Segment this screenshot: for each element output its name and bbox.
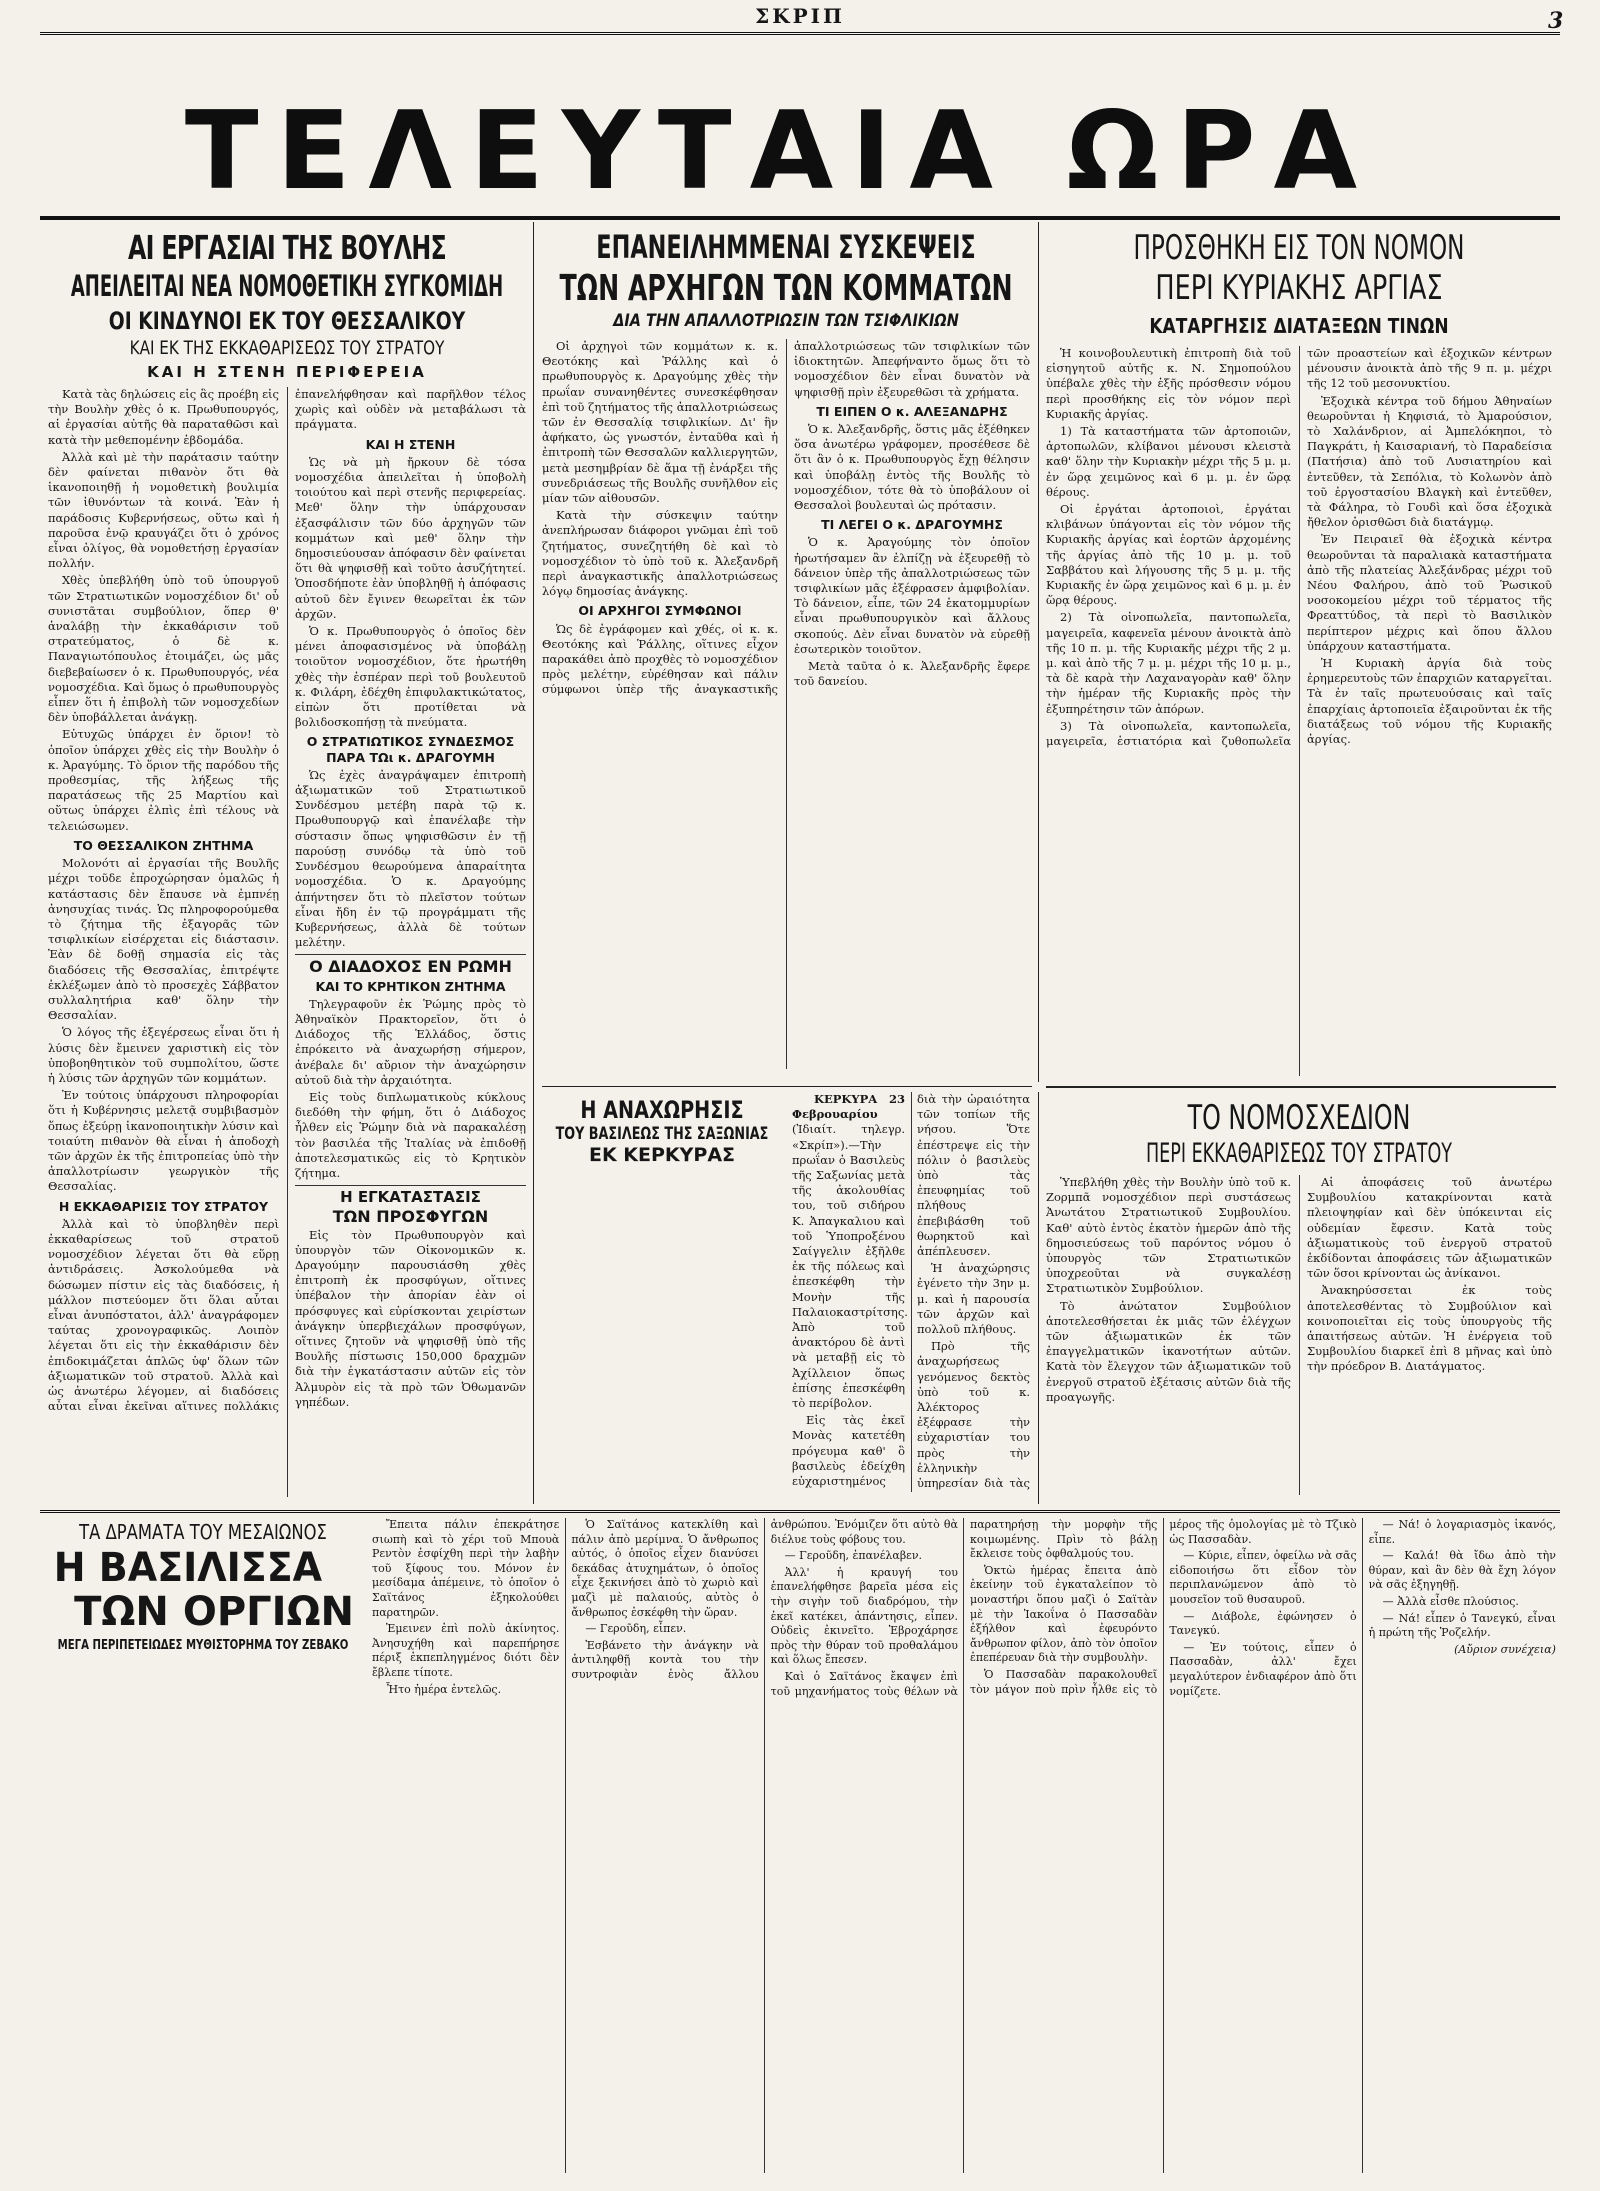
parliament-p1: Κατὰ τὰς δηλώσεις εἰς ἃς προέβη εἰς τὴν Βουλὴν χθὲς ὁ κ. Πρωθυπουργός, αἱ ἐργασίαι αὐτῆς θὰ παραταθῶσι καὶ κατὰ τὴν μεθεπομένην ἑβδομάδα. xyxy=(48,387,279,447)
feuilleton-p5: — Γεροῦδη, εἶπεν. xyxy=(585,1622,687,1636)
feuilleton-p14: — Ἐν τούτοις, εἶπεν ὁ Πασσαδὰν, ἀλλ' ἔχει μεγαλύτερον ἐνδιαφέρον ἀπὸ ὅτι νομίζετε. xyxy=(1169,1640,1357,1698)
sub-crown-prince: Ο ΔΙΑΔΟΧΟΣ ΕΝ ΡΩΜΗ xyxy=(295,954,526,974)
parliament-p6: Ὁ λόγος τῆς ἐξεγέρσεως εἶναι ὅτι ἡ λύσις δὲν ἔμεινεν χαριστικὴ εἰς τὸν ὑποβοηθητικὸν τοῦ συμπολίτου, ὥστε ἡ λύσις τῶν ἀρχηγῶν τῶν κομμάτων. xyxy=(48,1025,279,1085)
bill-body xyxy=(1046,1175,1552,1495)
sunday-p7: Ἐν Πειραιεῖ θὰ ἐξοχικὰ κέντρα θεωροῦνται τὰ παραλιακὰ καταστήματα ἀπὸ τῆς πλατείας Ἀλεξάνδρας μέχρι τοῦ Νέου Φαλήρου, ἀπὸ τοῦ Ῥωσικοῦ νοσοκομείου μέχρι τοῦ τέρματος τῆς Φρεαττύδος, τὰ περὶ τὸ Βασιλικὸν περίπτερον μέχρις καὶ ὅπου ἄλλου ὑπάρχουν καταστήματα. xyxy=(1307,532,1552,653)
leaders-body xyxy=(542,339,1030,1069)
article-leaders xyxy=(542,222,1030,1082)
leaders-p2: Κατὰ τὴν σύσκεψιν ταύτην ἀνεπλήρωσαν διάφοροι γνῶμαι ἐπὶ τοῦ ζητήματος, συνεζητήθη δὲ καὶ τὸ νομοσχέδιον τὸ ὑπὸ τοῦ κ. Ἀλεξανδρῆ περὶ ἀναγκαστικῆς ἀπαλλοτριώσεως λόγῳ δημοσίας ἀνάγκης. xyxy=(542,508,778,599)
sub-army-purge: Η ΕΚΚΑΘΑΡΙΣΙΣ ΤΟΥ ΣΤΡΑΤΟΥ xyxy=(58,1198,269,1214)
feuilleton-title-block xyxy=(48,1518,358,1678)
top-rule xyxy=(40,32,1560,35)
bill-p2: Τὸ ἀνώτατον Συμβούλιον ἀποτελεσθήσεται ἐκ μιᾶς τῶν ἐλέγχων τῶν ἀξιωματικῶν ἐκ τῶν ἐπαγγελματικῶν ἱκανοτήτων αὐτῶν. Κατὰ τὸν ἔλεγχον τῶν ἀξιωματικῶν τοῦ ἐνεργοῦ στρατοῦ ἐξέτασις αὐτῶν διὰ τῆς προαγωγῆς. xyxy=(1046,1298,1291,1404)
rule-col3 xyxy=(1046,1086,1556,1088)
headline-army: ΚΑΙ ΕΚ ΤΗΣ ΕΚΚΑΘΑΡΙΣΕΩΣ ΤΟΥ ΣΤΡΑΤΟΥ xyxy=(129,337,445,359)
feuilleton-p15: — Νά! ὁ λογαριασμὸς ἱκανός, εἶπε. xyxy=(1368,1518,1556,1546)
parliament-p8: Ἀλλὰ καὶ τὸ ὑποβληθὲν περὶ ἐκκαθαρίσεως τοῦ στρατοῦ νομοσχέδιον λέγεται ὅτι θὰ εὕρῃ ἀντιδράσεις. Ἀσκολούμεθα νὰ δώσωμεν πίστιν εἰς τὰς διαδόσεις, ἡ μάλλον πιστεύομεν ὅτι ὅλαι αὗται εἶναι ἀνυπόστατοι, ἀλλ' ἀναγράφομεν ταύτας χρονογραφικῶς. Λοιπὸν λέγεται ὅτι εἰς τὴν ἐκκαθάρισιν δὲν ἐπιδοκιμάζεται ἁπλῶς ὑφ' ὅλων τῶν ἀξιωματικῶν τοῦ στρατοῦ. Ἀλλὰ καὶ ὡς ἀνωτέρω λέγομεν, αἱ διαδόσεις αὗται εἶναι ἐκεῖναι αἵτινες πολλάκις ἐπανελήφθησαν καὶ παρῆλθον τέλος χωρὶς καὶ οὐδὲν νὰ μεταβάλωσι τὰ πράγματα. xyxy=(48,387,526,1414)
feuilleton-p10: Ὁκτὼ ἡμέρας ἔπειτα ἀπὸ ἐκείνην τοῦ ἐγκαταλείπον τὸ μοναστήρι ὅπου μαζὶ ὁ Σαϊτὰν μὲ τὴν Ἰακοΐνα ὁ Πασσαδὰν ἐξήλθον καὶ ἐφευρόντο ἄνθρωπον φίλον, ἀπὸ τὸν ὁποῖον ἐπεπέρευαν διὰ τὴν συμβουλὴν. xyxy=(969,1563,1158,1665)
feuilleton-p16: — Καλά! θὰ ἴδω ἀπὸ τὴν θύραν, καὶ ἂν δὲν θὰ ἔχη λόγον νὰ σᾶς ἐξηγηθῇ. xyxy=(1368,1549,1556,1592)
sub-agree: ΟΙ ΑΡΧΗΓΟΙ ΣΥΜΦΩΝΟΙ xyxy=(578,603,742,619)
feuilleton-p18: — Νά! εἶπεν ὁ Τανεγκύ, εἶναι ἡ πρώτη τῆς Ῥοζελήν. xyxy=(1368,1611,1556,1640)
parliament-p7: Ἐν τούτοις ὑπάρχουσι πληροφορίαι ὅτι ἡ Κυβέρνησις μελετᾷ συμβιβασμὸν ὅπως ἐξεύρῃ ἱκανοποιητικὴν λύσιν καὶ τοιαύτη πιθανὸν θὰ εἶναι ἡ ἀποδοχὴ τῶν ἀρχῶν ἐκ τῆς ἐπιτροπείας ὑπὸ τὴν ἀπαλλοτρίωσιν γεωργικὸν τῆς Θεσσαλίας. xyxy=(48,1088,279,1194)
headline-saxony-king: ΤΟΥ ΒΑΣΙΛΕΩΣ ΤΗΣ ΣΑΞΩΝΙΑΣ xyxy=(555,1124,769,1144)
sub-narrow: ΚΑΙ Η ΣΤΕΝΗ xyxy=(365,436,456,452)
bill-p4: Ἀνακηρύσσεται ἐκ τοὺς ἀποτελεσθέντας τὸ Συμβούλιον καὶ κοινοποιεῖται εἰς τοὺς ὑπουργοὺς τῆς ἀπαιτήσεως αὐτῶν. Ἡ ἐνέργεια τοῦ Συμβουλίου διαρκεῖ ἐπὶ 8 μῆνας καὶ ὑπὸ τὴν πρόεδρον Β. Διατάγματος. xyxy=(1307,1283,1552,1374)
masthead-rule xyxy=(40,216,1560,220)
headline-departure: Η ΑΝΑΧΩΡΗΣΙΣ xyxy=(580,1096,744,1124)
headline-district: ΚΑΙ Η ΣΤΕΝΗ ΠΕΡΙΦΕΡΕΙΑ xyxy=(147,363,427,381)
feuilleton xyxy=(48,1518,1556,2178)
feuilleton-p9: Καὶ ὁ Σαϊτάνος ἔκαψεν ἐπὶ τοῦ μηχανήματος τοὺς θέλων νὰ παρατηρήσῃ τὴν μορφὴν τῆς κοιμωμένης. Πρὶν τὸ βάλῃ ἔκλεισε τοὺς ὀφθαλμούς του. xyxy=(770,1518,1158,1698)
feuilleton-kicker: ΤΑ ΔΡΑΜΑΤΑ ΤΟΥ ΜΕΣΑΙΩΝΟΣ xyxy=(79,1520,327,1544)
leaders-p5: Ὁ κ. Ἀραγούμης τὸν ὁποῖον ἠρωτήσαμεν ἂν ἐλπίζῃ νὰ ἐξευρεθῇ τὸ δάνειον ὑπὲρ τῆς ἀπαλλοτριώσεως τῶν τσιφλικίων μᾶς ἐξέφρασεν ἀμφιβολίαν. Τὸ δάνειον, εἶπε, τῶν 24 ἑκατομμυρίων εἶναι πρωθυπουργικὸν καὶ ἄλλους σκοπούς. Δὲν εἶναι δυνατὸν νὰ εὑρεθῇ ἐσωτερικὸν τοιοῦτον. xyxy=(794,535,1030,656)
feuilleton-continued: (Αὔριον συνέχεια) xyxy=(1454,1642,1556,1656)
sub-military-league: Ο ΣΤΡΑΤΙΩΤΙΚΟΣ ΣΥΝΔΕΣΜΟΣ ΠΑΡΑ ΤΩι κ. ΔΡΑΓΟΥΜΗ xyxy=(306,734,515,765)
sunday-p8: Ἡ Κυριακὴ ἀργία διὰ τοὺς ἐρημερευτοὺς τῶν ἐπαρχιῶν καταργεῖται. Τὰ ἐν ταῖς πρωτευούσαις καὶ ταῖς ἐπαρχίαις ἀρτοποιεῖα ἐξαιροῦνται ἐκ τῆς διατάξεως τοῦ νόμου τῆς Κυριακῆς ἀργίας. xyxy=(1307,656,1552,747)
saxony-dateline: ΚΕΡΚΥΡΑ 23 Φεβρουαρίου xyxy=(792,1092,905,1122)
saxony-p3: Ἡ ἀναχώρησις ἐγένετο τὴν 3ην μ. μ. καὶ ἡ παρουσία τῶν ἀρχῶν καὶ πολλοῦ πλήθους. xyxy=(917,1261,1030,1337)
saxony-body xyxy=(792,1092,1030,1492)
sunday-p3: Οἱ ἐργάται ἀρτοποιοὶ, ἐργάται κλιβάνων ὑπάγονται εἰς τὸν νόμον τῆς Κυριακῆς ἀργίας καὶ ἑορτῶν ἀρχομένης τῆς ἀργίας ἀπὸ τῆς 10 μ. μ. τοῦ Σαββάτου καὶ λήγουσης τῆς 5 μ. μ. τῆς Κυριακῆς ἐν ὥρᾳ χειμῶνος καὶ 6 μ. μ. ἐν ὥρᾳ θέρους. xyxy=(1046,502,1291,608)
leaders-p3: Ὡς δὲ ἐγράφομεν καὶ χθές, οἱ κ. κ. Θεοτόκης καὶ Ῥάλλης, οἵτινες εἶχον παρακάθει ἀπὸ προχθὲς τὸ νομοσχέδιον πρὸς μελέτην, εὑρέθησαν καὶ πάλιν σύμφωνοι ὑπὲρ τῆς ἀναγκαστικῆς ἀπαλλοτριώσεως τῶν τσιφλικίων τῶν ἰδιοκτητῶν. Ἀπεφήναντο ὅμως ὅτι τὸ νομοσχέδιον δὲν εἶναι δυνατὸν νὰ ψηφισθῇ πρὶν ἐξευρεθῶσι τὰ χρήματα. xyxy=(542,339,1030,697)
headline-leaders: ΤΩΝ ΑΡΧΗΓΩΝ ΤΩΝ ΚΟΜΜΑΤΩΝ xyxy=(559,268,1013,309)
rule-col2 xyxy=(542,1086,1032,1087)
article-sunday-rest xyxy=(1046,222,1552,1082)
saxony-p4: Πρὸ τῆς ἀναχωρήσεως γενόμενος δεκτὸς ὑπὸ τοῦ κ. Ἀλέκτορος ἐξέφρασε τὴν εὐχαριστίαν του πρὸς τὴν ἑλληνικὴν ὑπηρεσίαν διὰ τὰς xyxy=(917,1339,1030,1491)
headline-abolition: ΚΑΤΑΡΓΗΣΙΣ ΔΙΑΤΑΞΕΩΝ ΤΙΝΩΝ xyxy=(1149,314,1449,338)
feuilleton-subtitle: ΜΕΓΑ ΠΕΡΙΠΕΤΕΙΩΔΕΣ ΜΥΘΙΣΤΟΡΗΜΑ ΤΟΥ ΖΕΒΑΚΟ xyxy=(57,1638,349,1653)
bill-p3: Αἱ ἀποφάσεις τοῦ ἀνωτέρω Συμβουλίου κατακρίνονται κατὰ πλειοψηφίαν καὶ δὲν ὑπόκεινται εἰς οὐδεμίαν ἔφεσιν. Κατὰ τοὺς ἀξιωματικοὺς τοῦ ἐνεργοῦ στρατοῦ ἐκδίδονται ἀποφάσεις τῶν ἀξιωματικῶν τῶν ὅσοι κρίνονται ὡς ἀνίκανοι. xyxy=(1307,1175,1552,1281)
sub-settlement: Η ΕΓΚΑΤΑΣΤΑΣΙΣ xyxy=(295,1185,526,1205)
parliament-p2: Ἀλλὰ καὶ μὲ τὴν παράτασιν ταύτην δὲν φαίνεται πιθανὸν ὅτι θὰ ἱκανοποιηθῇ ἡ νομοθετικὴ βουλιμία τῶν ἰθυνόντων τὰ κοινά. Ἐὰν ἡ παράδοσις Κυβερνήσεως, οὕτω καὶ ἡ παροῦσα ἐνῷ κραυγάζει ὅτι ὁ χρόνος εἶναι ὀλίγος, θὰ νομοθετήσῃ ἐργασίαν πολλήν. xyxy=(48,449,279,571)
feuilleton-p4: Ὁ Σαϊτάνος κατεκλίθη καὶ πάλιν ἀπὸ μερίμνα. Ὁ ἄνθρωπος αὐτός, ὁ ὁποῖος εἶχεν διανύσει δεκάδας ἀτυχημάτων, ὁ ὁποῖος εἶχε ξεκινήσει ἀπὸ τὸ χωριὸ καὶ μαζὶ μὲ παλαιούς, αὐτὸς ὁ ἄνθρωπος ἐσκέφθη τὴν ὥραν. xyxy=(571,1518,759,1619)
feuilleton-body xyxy=(372,1518,1556,2173)
parliament-p11: Ὡς ἐχὲς ἀναγράψαμεν ἐπιτροπὴ ἀξιωματικῶν τοῦ Στρατιωτικοῦ Συνδέσμου μετέβη παρὰ τῷ κ. Πρωθυπουργῷ καὶ ἐπανέλαβε τὴν σύστασιν ὅπως ψηφισθῶσιν ἐν τῇ παρούσῃ συνόδῳ τὰ ὑπὸ τοῦ Συνδέσμου θεωρούμενα ἀπαραίτητα νομοσχέδια. Ὁ κ. Δραγούμης ἀπήντησεν ὅτι τὸ πλεῖστον τούτων εἶναι ἤδη ἐν τῷ προγράμματι τῆς Κυβερνήσεως, ἀλλὰ δὲ τούτων μελέτην. xyxy=(295,767,526,950)
feuilleton-p2: Ἐμεινεν ἐπὶ πολὺ ἀκίνητος. Ἀνησυχήθη καὶ παρεπήρησε πέριξ ἐκπεπληγμένος διότι δὲν ἔβλεπε τίποτε. xyxy=(372,1622,560,1679)
parliament-p9: Ὡς νὰ μὴ ἤρκουν δὲ τόσα νομοσχέδια ἀπειλεῖται ἡ ὑποβολὴ τοιούτου καὶ περὶ στενῆς περιφερείας. Μεθ' ὅλην τὴν ὑπάρχουσαν ἐξασφάλισιν τῶν δύο ἀρχηγῶν τῶν κομμάτων καὶ μεθ' ὅλην τὴν δημοσιεύουσαν ἀπόφασιν δὲν φαίνεται ὅτι θὰ ψηφισθῇ καὶ τοῦτο ἀσυζήτητεί. Ὁποσδήποτε ἐὰν ὑποβληθῇ ἡ ἀπόφασις αὐτοῦ δὲν ἔγινεν θεωρεῖται ἐκ τῶν ἀρχῶν. xyxy=(295,454,526,621)
parliament-p12: Τηλεγραφοῦν ἐκ Ῥώμης πρὸς τὸ Ἀθηναϊκὸν Πρακτορεῖον, ὅτι ὁ Διάδοχος τῆς Ἑλλάδος, ὅστις ἐπρόκειτο νὰ ἀναχωρήσῃ σήμερον, ἀνέβαλε δι' αὔριον τὴν ἀναχώρησιν αὐτοῦ διὰ τὴν ἀρχαιότητα. xyxy=(295,996,526,1087)
feuilleton-p8: Ἀλλ' ἡ κραυγή του ἐπανελήφθησε βαρεῖα μέσα εἰς τὴν σιγὴν τοῦ διαδρόμου, τὴν ἐκεῖ κατέκει, ἀπάντησις, εἶπεν. Οὐδεὶς ἐκινεῖτο. Ἐβροχάρησε πρὸς τὴν θύραν τοῦ προθαλάμου καὶ ὅλως ἔπεσεν. xyxy=(770,1565,958,1667)
sunday-p6: Ἐξοχικὰ κέντρα τοῦ δήμου Ἀθηναίων θεωροῦνται ἡ Κηφισιά, τὸ Ἀμαρούσιον, τὸ Χαλάνδριον, αἱ Ἀμπελόκηποι, τὸ Παγκράτι, ἡ Καισαριανή, τὸ Παραδείσια (Πατήσια) ἀπὸ τοῦ Λυσιατηρίου καὶ ἐντεῦθεν, τὰ Σεπόλια, τὸ Κολωνὸν ἀπὸ τοῦ ἐργοστασίου Βλαγκὴ καὶ ἐντεῦθεν, τὰ Φάληρα, τὸ Γουδὶ καὶ ὅσα ἐξοχικὰ ἤθελον ὁρισθῶσι διὰ διατάγμῳ. xyxy=(1307,393,1552,530)
column-rule-1 xyxy=(533,222,534,1504)
parliament-p4: Εὐτυχῶς ὑπάρχει ἐν ὅριον! τὸ ὁποῖον ὑπάρχει χθὲς εἰς τὴν Βουλὴν ὁ κ. Ἀραγύμης. Τὸ ὅριον τῆς παρόδου τῆς προθεσμίας, τῆς λήξεως τῆς παρατάσεως τῆς 25 Μαρτίου καὶ οὕτως ὑπάρχει ἐλπὶς ἐπὶ τέλους νὰ τελειώσωμεν. xyxy=(48,727,279,833)
leaders-p1: Οἱ ἀρχηγοὶ τῶν κομμάτων κ. κ. Θεοτόκης καὶ Ῥάλλης καὶ ὁ πρωθυπουργὸς κ. Δραγούμης χθὲς τὴν πρωΐαν συνανηθέντες συνεσκέφθησαν ἐπὶ τοῦ ζητήματος τῆς ἀπαλλοτριώσεως τῶν ἐν Θεσσαλίᾳ τσιφλικίων. Δι' ἣν ἀφήκατο, ὡς γνωστόν, ἐνταῦθα καὶ ἡ ἐπιτροπὴ τῶν Θεσσαλῶν καλλιεργητῶν, μετὰ μεσημβρίαν δὲ ἅμα τῇ ἐνάρξει τῆς συνεδριάσεως τῆς Βουλῆς συνῆλθον εἰς μίαν τῶν αἰθουσῶν. xyxy=(542,339,778,506)
headline-dangers: ΟΙ ΚΙΝΔΥΝΟΙ ΕΚ ΤΟΥ ΘΕΣΣΑΛΙΚΟΥ xyxy=(108,307,466,335)
sub-cretan: ΚΑΙ ΤΟ ΚΡΗΤΙΚΟΝ ΖΗΤΗΜΑ xyxy=(315,978,506,994)
masthead xyxy=(60,89,1500,214)
headline-army-bill: ΠΕΡΙ ΕΚΚΑΘΑΡΙΣΕΩΣ ΤΟΥ ΣΤΡΑΤΟΥ xyxy=(1145,1138,1453,1169)
sub-refugees: ΤΩΝ ΠΡΟΣΦΥΓΩΝ xyxy=(332,1207,489,1227)
feuilleton-title-1: Η ΒΑΣΙΛΙΣΣΑ xyxy=(53,1545,323,1591)
saxony-p1: (Ἰδιαίτ. τηλεγρ. «Σκρίπ»).—Τὴν πρωΐαν ὁ Βασιλεὺς τῆς Σαξωνίας μετὰ τῆς ἀκολουθίας του, τοῦ σιδήρου Κ. Ἀπαγκαλιου καὶ τοῦ Ὑποπροξένου Σαίγγελιν ἐξῆλθε ἐκ τῆς πόλεως καὶ ἐπεσκέφθη τὴν Μονὴν τῆς Παλαιοκαστρίτσης. Ἀπὸ τοῦ ἀνακτόρου δὲ ἀντὶ νὰ μεταβῇ εἰς τὸ Ἀχίλλειον ὅπως ἐπίσης ἐπεσκέφθη τὸ περίβολον. xyxy=(792,1122,908,1411)
feuilleton-title-2: ΤΩΝ ΟΡΓΙΩΝ xyxy=(74,1589,354,1635)
headline-expropriation: ΔΙΑ ΤΗΝ ΑΠΑΛΛΟΤΡΙΩΣΙΝ ΤΩΝ ΤΣΙΦΛΙΚΙΩΝ xyxy=(613,311,959,331)
feuilleton-p1: Ἔπειτα πάλιν ἐπεκράτησε σιωπὴ καὶ τὸ χέρι τοῦ Μπουὰ Ρεντὸν ἐσφίχθη περὶ τὴν λαβὴν τοῦ ξίφους του. Μόνον ἐν μεσίδαμα ἀπέμεινε, τὸ ὁποῖον ὁ Σαϊτάνος ἐξηκολούθει παρατηρῶν. xyxy=(372,1518,560,1619)
paper-name: ΣΚΡΙΠ xyxy=(755,4,845,28)
sub-alexandris: ΤΙ ΕΙΠΕΝ Ο κ. ΑΛΕΞΑΝΔΡΗΣ xyxy=(816,403,1008,419)
feuilleton-p17: — Ἀλλὰ εἶσθε πλούσιος. xyxy=(1382,1594,1519,1608)
feuilleton-p7: — Γεροῦδη, ἐπανέλαβεν. xyxy=(784,1549,923,1563)
sunday-p4: 2) Τὰ οἰνοπωλεῖα, παντοπωλεῖα, μαγειρεῖα, καφενεῖα μένουν ἀνοικτὰ ἀπὸ τῆς 10 π. μ. τῆς Κυριακῆς μέχρι τῆς 2 μ. μ. καὶ ἀπὸ τῆς 7 μ. μ. μέχρι τῆς 10 μ. μ., τὰ δὲ καρὰ τὴν Λαχαναγορὰν καθ' ὅλην τὴν ἡμέραν τῆς Κυριακῆς πρὸς τὴν ἐξυπηρέτησιν τῶν ἀπόρων. xyxy=(1046,610,1291,716)
sub-thessaly: ΤΟ ΘΕΣΣΑΛΙΚΟΝ ΖΗΤΗΜΑ xyxy=(73,837,254,853)
sunday-p5: 3) Τὰ οἰνοπωλεῖα, καντοπωλεῖα, μαγειρεῖα, ἑστιατόρια καὶ ζυθοπωλεῖα τῶν προαστείων καὶ ἐξοχικῶν κέντρων μένουσιν ἀνοικτὰ ἀπὸ τῆς 9 π. μ. μέχρι τῆς 12 τοῦ μεσονυκτίου. xyxy=(1046,346,1552,749)
parliament-p3: Χθὲς ὑπεβλήθη ὑπὸ τοῦ ὑπουργοῦ τῶν Στρατιωτικῶν νομοσχέδιον δι' οὗ συνιστᾶται συμβούλιον, ὅπερ θ' ἀναλάβῃ τὴν ἐκκαθάρισιν τοῦ στρατεύματος, ὁ δὲ κ. Παναγιωτόπουλος ἐτοιμάζει, ὡς μᾶς διεβεβαίωσεν ὁ κ. Πρωθυπουργός, νέα νομοσχέδια. Καὶ ὅμως ὁ πρωθυπουργὸς εἶπεν ὅτι ἡ ἐπιβολὴ τῶν νομοσχεδίων δὲν ὑποβάλλεται ἀνάγκῃ. xyxy=(48,573,279,725)
headline-bill: ΤΟ ΝΟΜΟΣΧΕΔΙΟΝ xyxy=(1187,1098,1411,1138)
column-rule-2 xyxy=(1038,222,1039,1082)
feuilleton-p11: Ὁ Πασσαδὰν παρακολουθεῖ τὸν μάγον ποὺ πρὶν ἦλθε εἰς τὸ μέρος τῆς ὁμολογίας μὲ τὸ Τζικὸ ὡς Πασσαδὰν. xyxy=(969,1518,1357,1696)
parliament-p13: Εἰς τοὺς διπλωματικοὺς κύκλους διεδόθη τὴν φήμη, ὅτι ὁ Διάδοχος ἦλθεν εἰς Ῥώμην διὰ νὰ παρακαλέσῃ τὸν βασιλέα τῆς Ἰταλίας νὰ ἐπιδοθῇ ἀποτελεσματικῶς εἰς τὸ Κρητικὸν ζήτημα. xyxy=(295,1089,526,1180)
feuilleton-p12: — Κύριε, εἶπεν, ὀφείλω νὰ σᾶς εἰδοποιήσω ὅτι εἶδον τὸν περιπλανώμενον ἀπὸ τὸ μουσεῖον τοῦ θυσαυροῦ. xyxy=(1169,1549,1357,1606)
headline-corfu: ΕΚ ΚΕΡΚΥΡΑΣ xyxy=(588,1144,736,1166)
saxony-head xyxy=(542,1092,782,1170)
article-saxony xyxy=(542,1092,1030,1504)
sunday-body xyxy=(1046,346,1552,1076)
headline-legislation: ΑΠΕΙΛΕΙΤΑΙ ΝΕΑ ΝΟΜΟΘΕΤΙΚΗ ΣΥΓΚΟΜΙΔΗ xyxy=(70,269,504,303)
feuilleton-p13: — Διάβολε, ἐφώνησεν ὁ Τανεγκύ. xyxy=(1169,1609,1357,1638)
parliament-body xyxy=(48,387,526,1497)
headline-sunday: ΠΕΡΙ ΚΥΡΙΑΚΗΣ ΑΡΓΙΑΣ xyxy=(1155,268,1443,308)
article-bill xyxy=(1046,1094,1552,1504)
saxony-p2: Εἰς τὰς ἐκεῖ Μονὰς κατετέθη πρόγευμα καθ' ὃ βασιλεὺς ἐδείχθη εὐχαριστημένος διὰ τὴν ὡραιότητα τῶν τοπίων τῆς νήσου. Ὅτε ἐπέστρεψε εἰς τὴν πόλιν ὁ βασιλεὺς ὑπὸ τὰς ἐπευφημίας τοῦ πλήθους ἐπεβιβάσθη τοῦ θωρηκτοῦ καὶ ἀπέπλευσεν. xyxy=(792,1092,1030,1489)
masthead-banner: ΤΕΛΕΥΤΑΙΑ ΩΡΑ xyxy=(184,89,1376,214)
parliament-p5: Μολονότι αἱ ἐργασίαι τῆς Βουλῆς μέχρι τοῦδε ἐπροχώρησαν ὁμαλῶς ἡ κατάστασις δὲν ἔπαυσε νὰ ἐμπνέῃ ἀνησυχίας τινάς. Ὡς πληροφορούμεθα τὸ ζήτημα τῆς ἐξαγορᾶς τῶν τσιφλικίων εἰσέρχεται εἰς διάστασιν. Ἐὰν δὲ δοθῇ σημασία εἰς τὰς διαδόσεις τῆς Θεσσαλίας, ἐπιτρέψτε ἐκλέξωμεν ἀπὸ τὸ προσεχὲς Σάββατον συλλαλητήρια καθ' ὅλην τὴν Θεσσαλίαν. xyxy=(48,856,279,1023)
sub-dragoumis: ΤΙ ΛΕΓΕΙ Ο κ. ΔΡΑΓΟΥΜΗΣ xyxy=(821,517,1003,533)
headline-conferences: ΕΠΑΝΕΙΛΗΜΜΕΝΑΙ ΣΥΣΚΕΨΕΙΣ xyxy=(596,228,976,266)
parliament-p14: Εἰς τὸν Πρωθυπουργὸν καὶ ὑπουργὸν τῶν Οἰκονομικῶν κ. Δραγούμην παρουσιάσθη χθὲς ἐπιτροπὴ ἐκ προσφύγων, οἵτινες ὑπέβαλον τὴν ἀπορίαν ἐὰν οἱ πρόσφυγες καὶ εὑρίσκονται χειρίστων ἀνάγκην ὑπερβιεχάλων προσφύγων, οἵτινες ζητοῦν νὰ ψηφισθῇ ὑπὸ τῆς Βουλῆς πίστωσις 150,000 δραχμῶν διὰ τὴν ἐγκατάστασιν αὐτῶν εἰς τὸν Ἀλμυρὸν εἰς τὰ πρὸ τῶν Ὀθωμανῶν γηπέδων. xyxy=(295,1227,526,1409)
page-number: 3 xyxy=(1548,8,1564,34)
feuilleton-p3: Ἦτο ἡμέρα ἐντελῶς. xyxy=(386,1682,502,1696)
bill-p1: Ὑπεβλήθη χθὲς τὴν Βουλὴν ὑπὸ τοῦ κ. Ζορμπᾶ νομοσχέδιον περὶ συστάσεως Ἀνωτάτου Στρατιωτικοῦ Συμβουλίου. Καθ' αὐτὸ ἐντὸς ἑκατὸν ἡμερῶν ἀπὸ τῆς δημοσιεύσεως τοῦ παρόντος νόμου ὁ ὑπουργὸς τῶν Στρατιωτικῶν ὑποχρεοῦται νὰ συγκαλέσῃ Στρατιωτικὸν Συμβούλιον. xyxy=(1046,1175,1291,1296)
headline-parliament: ΑΙ ΕΡΓΑΣΙΑΙ ΤΗΣ ΒΟΥΛΗΣ xyxy=(127,228,447,267)
feuilleton-p6: Ἐσβάνετο τὴν ἀνάγκην νὰ ἀντιληφθῇ κοντὰ του τὴν συντροφιὰν ἑνὸς ἄλλου ἀνθρώπου. Ἐνόμιζεν ὅτι αὐτὸ θὰ διέλυε τοὺς φόβους του. xyxy=(571,1518,958,1681)
article-parliament xyxy=(48,222,526,1504)
leaders-p4: Ὁ κ. Ἀλεξανδρῆς, ὅστις μᾶς ἐξέθηκεν ὅσα ἀνωτέρω γράφομεν, προσέθεσε δὲ ὅτι ἂν ὁ κ. Πρωθυπουργὸς ἔχῃ θέλησιν καὶ ὑποβάλῃ ἐντὸς τῆς Βουλῆς τὸ νομοσχέδιον, τότε θὰ τὸ ὑποβάλουν οἱ Θεσσαλοὶ βουλευταὶ ὡς πρότασιν. xyxy=(794,422,1030,513)
sunday-p2: 1) Τὰ καταστήματα τῶν ἀρτοποιῶν, ἀρτοπωλῶν, κλίβανοι μένουσι κλειστὰ καθ' ὅλην τὴν Κυριακὴν μέχρι τῆς 5 μ. μ. ἐν ὥρᾳ χειμῶνος καὶ 6 μ. μ. ἐν ὥρᾳ θέρους. xyxy=(1046,424,1291,499)
parliament-p10: Ὁ κ. Πρωθυπουργὸς ὁ ὁποῖος δὲν μένει ἀποφασισμένος νὰ ὑποβάλῃ τοιοῦτον νομοσχέδιον, ὅτε ἠρωτήθη χθὲς τὴν ἑσπέραν περὶ τοῦ βουλευτοῦ κ. Φιλάρη, ἐδέχθη ἐπιφυλακτικώτατος, εἰπὼν ὅτι προτίθεται νὰ βολιδοσκοπήσῃ τὰ πνεύματα. xyxy=(295,624,526,730)
leaders-p6: Μετὰ ταῦτα ὁ κ. Ἀλεξανδρῆς ἔφερε τοῦ δανείου. xyxy=(794,659,1030,689)
column-rule-2b xyxy=(1038,1092,1039,1504)
feuilleton-rule xyxy=(40,1510,1560,1513)
headline-addition: ΠΡΟΣΘΗΚΗ ΕΙΣ ΤΟΝ ΝΟΜΟΝ xyxy=(1133,228,1465,268)
sunday-p1: Ἡ κοινοβουλευτικὴ ἐπιτροπὴ διὰ τοῦ εἰσηγητοῦ αὐτῆς κ. Ν. Σημοπούλου ὑπέβαλε χθὲς τὴν ἑξῆς πρόσθεσιν νόμου περὶ προσθήκης εἰς τὸν νόμον περὶ Κυριακῆς ἀργίας. xyxy=(1046,346,1291,421)
